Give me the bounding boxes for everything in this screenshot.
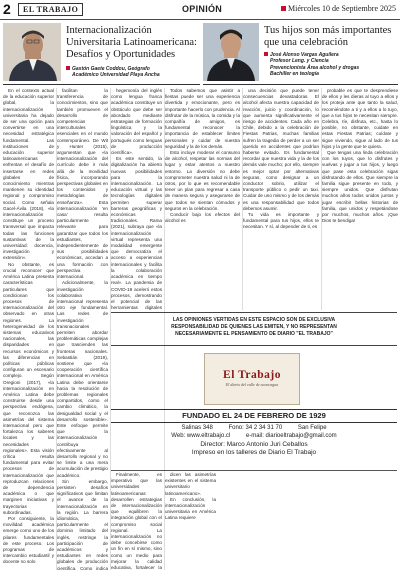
- section-title: OPINIÓN: [182, 4, 223, 14]
- disclaimer-line: NECESARIAMENTE EL PENSAMIENTO DE DIARIO "EL TRABAJO": [175, 331, 333, 337]
- article-right-column-1: [165, 88, 240, 310]
- page-number: 2: [3, 1, 11, 17]
- address: Salinas 348: [181, 425, 213, 431]
- paragraph: Adicionalmente, la investigación colaborativa internacional representa otro eje fundamental. Las redes de investigación transnacionales permiten abordar problemáticas complejas que trascienden las fronteras nacionales. Sebastián (2019), sostiene que «la cooperación científica internacional en América Latina debe orientarse hacia la resolución de problemas regionales compartidos, como el cambio climático, la desigualdad social y el desarrollo sostenible». Este enfoque permite que la internacionalización contribuya efectivamente al desarrollo regional y no se limite a una mera acumulación de prestigio académico.: [57, 280, 108, 478]
- paragraph: Por consiguiente, la movilidad académica emerge como uno de los pilares fundamentales de este proceso. Los programas de intercambio estudiantil y docente no solo: [3, 516, 54, 565]
- disclaimer-line: RESPONSABILIDAD DE QUIENES LAS EMITEN, Y NO REPRESENTAN: [171, 324, 337, 330]
- contact-info: [111, 424, 397, 457]
- article-left-column-4: [165, 472, 216, 570]
- paragraph: Es este sentido, la digitalización ha abierto nuevas posibilidades para la internacionalización. La educación virtual y las tecnologías digitales permiten superar barreras geográficas y económicas tradicionales. Rama (2021), subraya que «la internacionalización virtual representa una modalidad emergente que democratiza el acceso a experiencias internacionales y facilita la colaboración académica en tiempo real». La pandemia de COVID-19 aceleró estos procesos, demostrando el potencial de las herramientas digitales: [111, 156, 162, 310]
- article-left-column-2: [57, 88, 108, 570]
- logo-wordmark: El Trabajo: [223, 369, 281, 381]
- paragraph: En conclusión, la internacionalización universitaria en América Latina requiere: [165, 496, 216, 521]
- web-line: [111, 432, 397, 440]
- article-left-column-1: [3, 88, 54, 570]
- paragraph: No obstante, es crucial reconocer que América Latina presenta características particulares que condicionan los procesos de internacionalización del observado en otras regiones. La heterogeneidad de los sistemas educativos nacionales, las disparidades en recursos económicos y las diferencias en políticas públicas configuran un escenario complejo. Según Oregioni (2017), «la internacionalización en América Latina debe construirse desde una perspectiva endógena, que reconozca las asimetrías del sistema internacional pero que fortalezca los saberes locales y las necesidades regionales». Esta visión crítica resulta fundamental para evitar procesos de internacionalización que reproduzcan relaciones de dependencia académica o que marginen iniciativas y trayectorias subordinadas.: [3, 261, 54, 515]
- article-right-rule: [203, 84, 398, 85]
- article-right-column-3: [322, 88, 398, 310]
- logo-tagline: El diario del valle de aconcagua: [225, 382, 279, 387]
- city: San Felipe: [297, 425, 327, 431]
- footer-rule: [111, 470, 397, 471]
- article-right-role-2: Prevencionista Área alcohol y drogas: [270, 64, 360, 71]
- paragraph: Tu vida es importante y fundamental para tus hijos, ellos te necesitan. Y sí, al depender de ti, es: [243, 212, 319, 230]
- publication-date: [281, 4, 396, 13]
- article-right-title: Tus hijos son más importantes que una celebración: [264, 25, 392, 48]
- article-left-byline: [66, 66, 198, 79]
- article-left-column-3-continued: [111, 472, 162, 570]
- article-right-author: José Alonso Vargas Aguilera: [270, 52, 339, 58]
- paragraph: Todos sabemos que asistir a fiestas puede ser una experiencia divertida y emocionante, pero es importante hacerlo con prudencia. Al disfrutar de la música, la comida y la compañía de amigos, es fundamental reconocer la importancia de establecer límites personales y cuidar de nuestra seguridad y la de los demás.: [165, 88, 240, 149]
- article-left-rule: [3, 84, 200, 85]
- paragraph: En el contexto actual de la educación superior global, la internacionalización universitaria ha dejado de ser una opción para convertirse en una necesidad estratégica fundamental. Las instituciones de educación superior latinoamericanas enfrentan el desafío de insertarse en redes globales de conocimiento mientras mantienen su identidad regional y compromiso social. Como señala Gacel-Ávila (2018), «la internacionalización constituye un proceso transversal que impacta todas las funciones sustantivas de la universidad: docencia, investigación y extensión».: [3, 88, 54, 261]
- phone: Fono: 34 2 34 31 70: [228, 425, 283, 431]
- article-left-header: [66, 25, 198, 79]
- masthead: [0, 0, 400, 20]
- newspaper-logo: [204, 353, 300, 405]
- paragraph: Esto incluye moderar el consumo de alcohol, respetar las normas del lugar y estar atentos a nuestro entorno. La diversión no debe comprometer nuestra salud ni la de otros, por lo que es recomendable tener un plan para regresar a casa de manera segura y asegurarse de que todos se sientan cómodos y seguros en la celebración.: [165, 150, 240, 211]
- founded-banner: FUNDADO EL 24 DE FEBRERO DE 1929: [111, 409, 397, 423]
- date-text: Miércoles 10 de Septiembre 2025: [288, 4, 396, 13]
- paragraph: probable es que te desprendiese de ellos y les dieras al tuyo a ellos y los proteja ante que tanto la salud, recomiéndote a ti y a ellos a lo tuyo, que a tus hijos te necesitan siempre. Celebra, ríe, disfruta, etc., hasta lo posible, no obstante, cuidate en estas Fiestas Patrias; cuídate y sigue viviendo, sigue al lado de tus hijos y la gente que te quiera.: [322, 88, 398, 149]
- author-photo-right: [203, 23, 259, 81]
- article-left-title: Internacionalización Universitaria Latinoamericana: Desafíos y Oportunidades: [66, 25, 197, 60]
- opinion-disclaimer: [111, 312, 397, 346]
- paragraph: Sin embargo, persisten desafíos significativos que limitan el avance de la internacionalización en la región. La barrera idiomática, particularmente el dominio limitado del inglés, restringe la participación de académicos y estudiantes en redes globales de producción científica. Como indica: [57, 478, 108, 570]
- article-right-byline: [264, 52, 398, 78]
- author-portrait-icon: [3, 23, 61, 81]
- email-link[interactable]: e-mail: diarioeltrabajo@gmail.com: [245, 433, 337, 439]
- author-portrait-icon: [203, 23, 259, 81]
- article-left-column-3: [111, 88, 162, 310]
- article-right-header: [264, 25, 398, 78]
- paragraph: Que tengas una linda celebración con los tuyos, que lo disfrutes y vuelvas y jugar a tus hijos, y luego que pase esta celebración sigas disfrutando de ellos. Que siempre la familia sigue presente en todo, y siempre unidos. Que disfrutan muchos años todos unidos juntos y jugar escribir bellas historias de familia, que unidos y respetándose por muchos, muchos años. ¡Que Dios te bendiga!: [322, 150, 398, 224]
- paragraph: hegemonía del inglés como lengua franca académica constituye un obstáculo que debe ser abordado mediante estrategias de formación lingüística y la valoración del español y portugués como lenguas de producción científica».: [111, 88, 162, 156]
- printer-line: Impreso en los talleres de Diario El Trabajo: [191, 449, 317, 456]
- article-left-affiliation: Académico Universidad Playa Ancha: [72, 72, 160, 79]
- paragraph: Conducir bajo los efectos del alcohol es: [165, 212, 240, 224]
- byline-marker-icon: [66, 66, 70, 70]
- date-marker-icon: [281, 6, 286, 11]
- author-photo-left: [3, 23, 61, 81]
- disclaimer-line: LAS OPINIONES VERTIDAS EN ESTE ESPACIO SON DE EXCLUSIVA: [172, 317, 336, 323]
- article-right-role-3: Bachiller en teología: [270, 71, 319, 78]
- publication-name: EL TRABAJO: [18, 3, 83, 16]
- website-link[interactable]: Web: www.eltrabajo.cl: [171, 433, 231, 439]
- article-right-role-1: Profesor Leng. y Ciencia: [270, 58, 329, 65]
- paragraph: dicen las asimetrías existentes en el sistema universitario latinoamericano».: [165, 472, 216, 496]
- article-right-column-2: [243, 88, 319, 310]
- article-left-author: Gastón Gaete Coddou, Geógrafo: [72, 66, 150, 72]
- paragraph: una decisión que puede tener consecuencias devastadoras. El alcohol afecta nuestra capacidad de reacción, juicio y coordinación, lo que aumenta significativamente el riesgo de accidentes. Cada año en Chile, debido a la celebración de Fiestas Patrias, muchas familias sufren la tragedia de perder a un ser querido en accidentes que podrían haberse evitado. Es fundamental recordar que nuestra vida y la de los demás vale mucho; por ello, siempre es mejor optar por alternativas seguras, como designar a un conductor sobrio, utilizar el transporte público o pedir un taxi. Cuidar de uno mismo y de los demás es una responsabilidad que todos debemos asumir.: [243, 88, 319, 211]
- byline-marker-icon: [264, 52, 268, 56]
- director-line: Director: Marco Antonio Juri Ceballos: [200, 441, 308, 448]
- paragraph: Finalmente, es imperativo que las universidades latinoamericanas desarrollen estrategias de internacionalización que equilibren la integración global con el compromiso social regional. La internacionalización no debe concebirse como un fin en sí mismo, sino como un medio para mejorar la calidad educativa, fortalecer la: [111, 472, 162, 570]
- address-line: [111, 424, 397, 432]
- paragraph: facilitan la transferencia de conocimientos, sino que también promueven el desarrollo de competencias interculturales esenciales en el mundo contemporáneo. De Wit y Hunter (2015), argumentan que «la internacionalización del currículo debe ir más allá de la movilidad física, incorporando perspectivas globales en los contenidos y metodologías de enseñanza». Esta internacionalización 'en casa' resulta particularmente relevante para garantizar que todos los estudiantes, independientemente de sus posibilidades económicas, accedan a una formación con perspectiva internacional.: [57, 88, 108, 280]
